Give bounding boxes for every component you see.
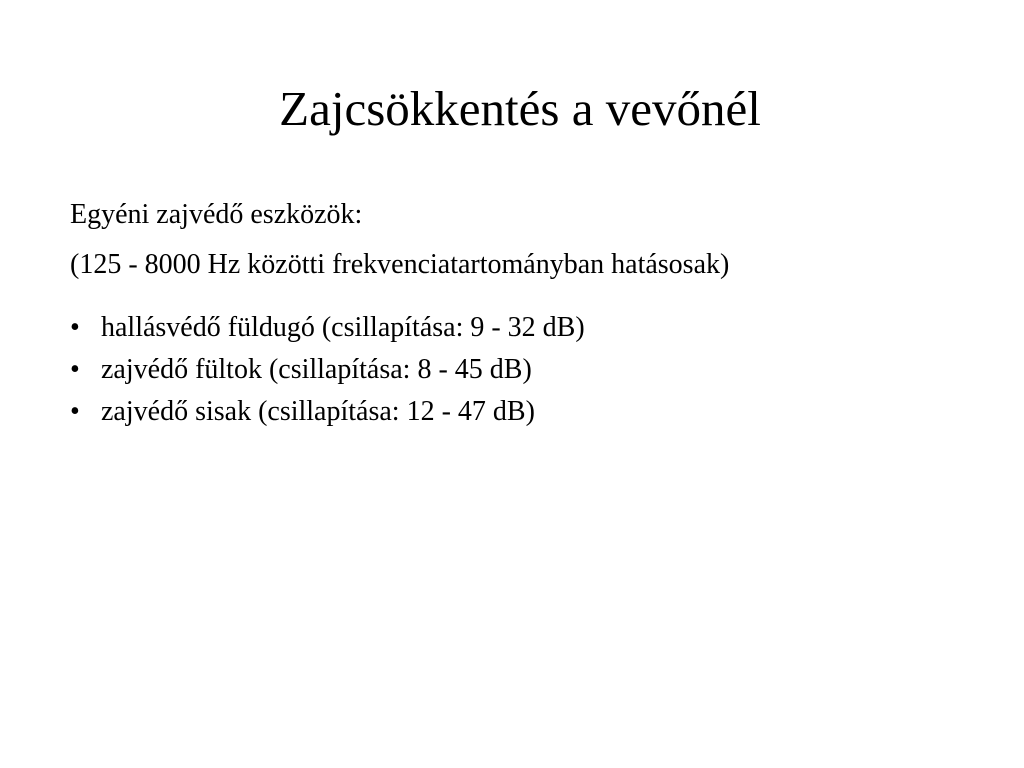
- intro-frequency-note: (125 - 8000 Hz közötti frekvenciatartományban hatásosak): [70, 249, 730, 280]
- bullet-item: [70, 349, 585, 391]
- slide-title: Zajcsökkentés a vevőnél: [279, 81, 761, 136]
- bullet-icon: •: [70, 396, 80, 427]
- bullet-text: zajvédő sisak (csillapítása: 12 - 47 dB): [101, 396, 535, 427]
- bullet-item: [70, 307, 585, 349]
- intro-heading: Egyéni zajvédő eszközök:: [70, 199, 363, 230]
- bullet-icon: •: [70, 354, 80, 385]
- bullet-icon: •: [70, 312, 80, 343]
- bullet-list: [70, 307, 585, 433]
- bullet-text: hallásvédő füldugó (csillapítása: 9 - 32 dB): [101, 312, 585, 343]
- bullet-item: [70, 391, 585, 433]
- bullet-text: zajvédő fültok (csillapítása: 8 - 45 dB): [101, 354, 532, 385]
